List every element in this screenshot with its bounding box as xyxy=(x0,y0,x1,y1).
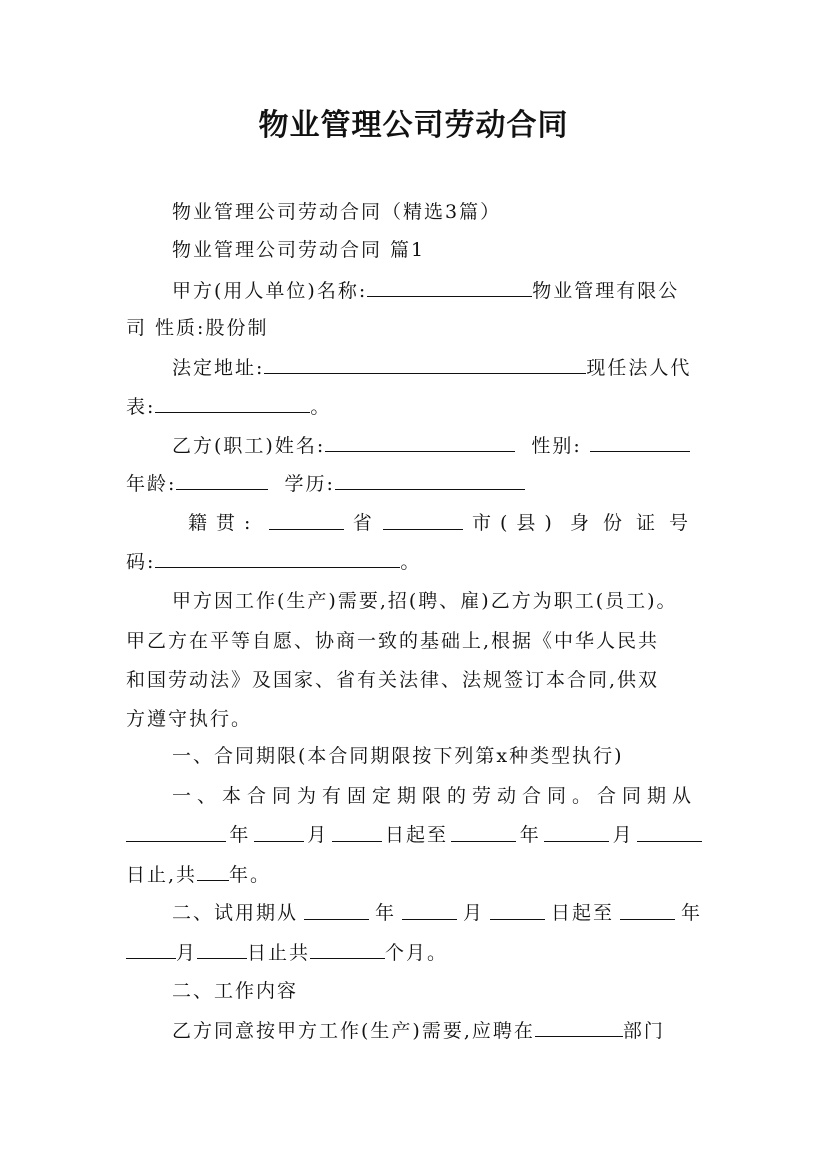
probation-label: 二、试用期从 xyxy=(172,902,299,924)
blank-field xyxy=(383,511,463,530)
section-heading: 物业管理公司劳动合同 篇1 xyxy=(172,239,426,261)
blank-field xyxy=(490,901,545,920)
paragraph-line: 甲乙方在平等自愿、协商一致的基础上,根据《中华人民共 xyxy=(126,630,660,652)
blank-field xyxy=(451,823,516,842)
legal-address-label: 法定地址: xyxy=(172,357,265,379)
blank-field xyxy=(254,823,304,842)
year-label: 年 xyxy=(229,824,251,846)
id-number-line xyxy=(126,549,702,574)
age-label: 年龄: xyxy=(126,473,177,495)
blank-field xyxy=(402,901,457,920)
term-end-line xyxy=(126,862,702,887)
party-a-name-suffix: 物业管理有限公 xyxy=(532,280,680,302)
blank-field xyxy=(332,823,382,842)
blank-field xyxy=(269,511,344,530)
subtitle-line: 物业管理公司劳动合同（精选3篇） xyxy=(172,201,502,223)
blank-field xyxy=(126,940,176,959)
day-end-label: 日止共 xyxy=(247,942,311,964)
province-label: 省 xyxy=(352,512,374,534)
legal-rep-label: 现任法人代 xyxy=(586,357,692,379)
legal-rep-line xyxy=(126,394,702,419)
gender-label: 性别: xyxy=(531,435,582,457)
party-b-name-label: 乙方(职工)姓名: xyxy=(172,435,326,457)
age-education-line xyxy=(126,471,702,496)
blank-field xyxy=(176,471,268,490)
period-mark: 。 xyxy=(400,551,422,573)
months-label: 个月。 xyxy=(385,942,449,964)
year-label: 年 xyxy=(374,902,396,924)
blank-field xyxy=(304,901,369,920)
year-label: 年 xyxy=(519,824,541,846)
city-label: 市(县) xyxy=(471,512,561,534)
party-b-name-line xyxy=(172,433,702,458)
blank-field xyxy=(310,940,385,959)
period-mark: 。 xyxy=(310,396,332,418)
id-number-label-end: 码: xyxy=(126,551,156,573)
paragraph-line: 方遵守执行。 xyxy=(126,708,253,730)
blank-field xyxy=(544,823,609,842)
paragraph-line: 和国劳动法》及国家、省有关法律、法规签订本合同,供双 xyxy=(126,669,660,691)
month-label: 月 xyxy=(307,824,329,846)
blank-field xyxy=(197,862,229,881)
blank-field xyxy=(325,433,515,452)
from-day-label: 日起至 xyxy=(384,824,448,846)
blank-field xyxy=(264,355,586,374)
party-a-name-label: 甲方(用人单位)名称: xyxy=(172,280,368,302)
party-a-nature-line: 司 性质:股份制 xyxy=(126,317,269,339)
blank-field xyxy=(155,394,310,413)
clause-heading: 一、合同期限(本合同期限按下列第x种类型执行) xyxy=(172,745,624,767)
clause-heading: 二、工作内容 xyxy=(172,980,299,1002)
clause-line: 一、本合同为有固定期限的劳动合同。合同期从 xyxy=(172,785,698,807)
blank-field xyxy=(367,278,532,297)
from-day-label: 日起至 xyxy=(550,902,614,924)
native-place-label: 籍贯: xyxy=(188,512,260,534)
month-label: 月 xyxy=(612,824,634,846)
blank-field xyxy=(335,471,525,490)
party-a-name-line xyxy=(172,278,702,303)
month-label: 月 xyxy=(462,902,484,924)
work-content-text: 乙方同意按甲方工作(生产)需要,应聘在 xyxy=(172,1020,535,1042)
probation-end-line xyxy=(126,940,702,965)
education-label: 学历: xyxy=(284,473,335,495)
year-label: 年 xyxy=(680,902,702,924)
blank-field xyxy=(620,901,675,920)
blank-field xyxy=(126,823,226,842)
term-end-label: 日止,共 xyxy=(126,864,198,886)
legal-rep-label-end: 表: xyxy=(126,396,156,418)
paragraph-line: 甲方因工作(生产)需要,招(聘、雇)乙方为职工(员工)。 xyxy=(172,590,678,612)
years-label: 年。 xyxy=(229,864,272,886)
contract-term-line xyxy=(126,823,702,847)
id-number-label: 身份证号 xyxy=(569,512,702,534)
probation-line xyxy=(172,901,702,925)
blank-field xyxy=(535,1018,623,1037)
native-place-line xyxy=(188,511,702,535)
work-content-line xyxy=(172,1018,702,1043)
blank-field xyxy=(197,940,247,959)
document-title: 物业管理公司劳动合同 xyxy=(258,108,569,143)
blank-field xyxy=(155,549,400,568)
department-label: 部门 xyxy=(622,1020,665,1042)
blank-field xyxy=(637,823,702,842)
month-label: 月 xyxy=(176,942,198,964)
blank-field xyxy=(590,433,690,452)
legal-address-line xyxy=(172,355,702,380)
